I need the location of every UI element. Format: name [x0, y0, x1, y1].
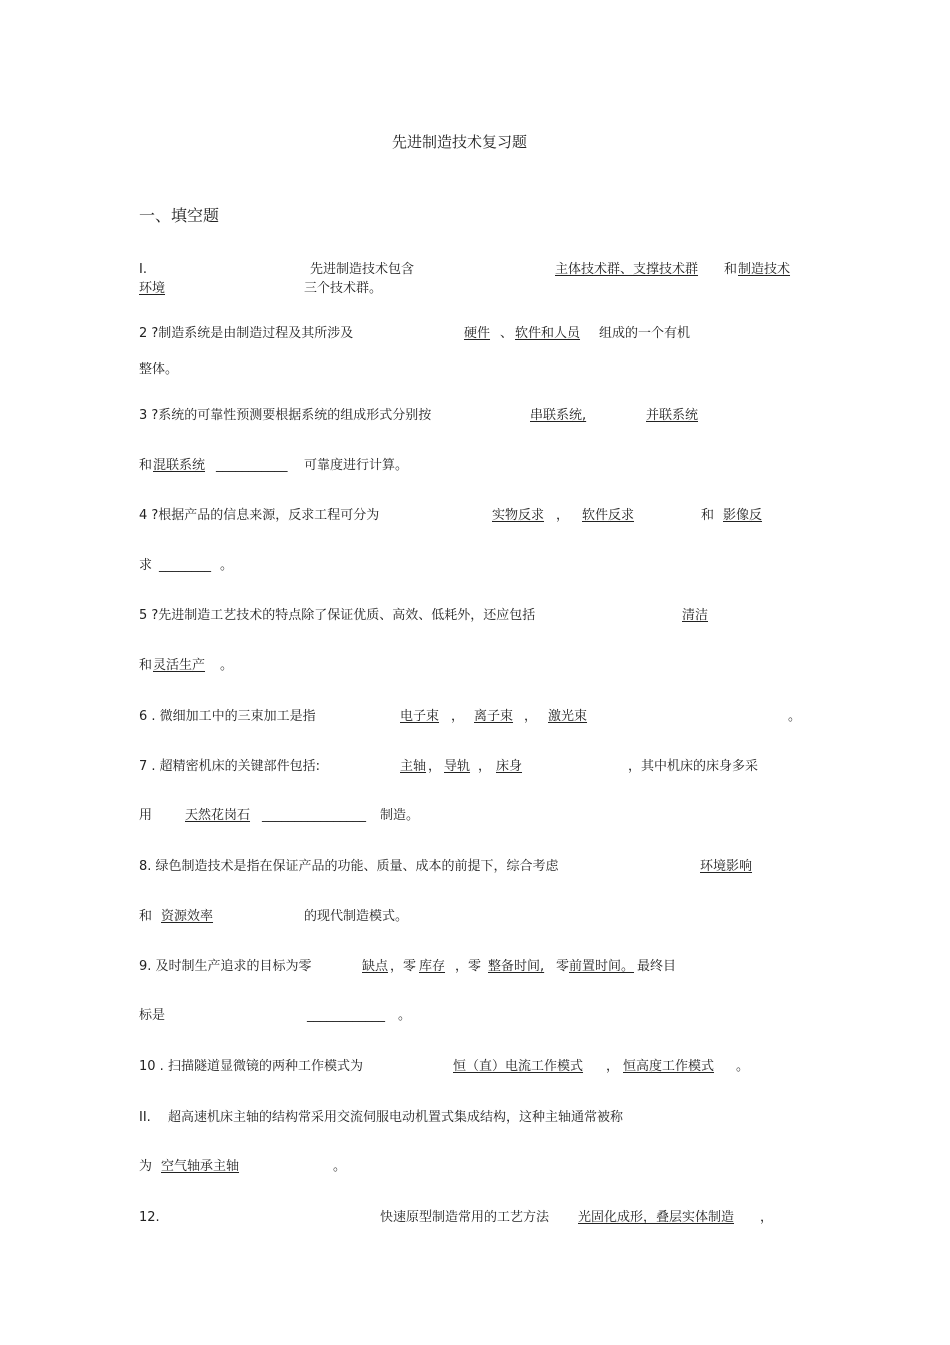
q1-answer-2: 制造技术 — [738, 262, 791, 277]
q4-end: 。 — [220, 558, 234, 573]
q9-blank: ____________ — [307, 1008, 385, 1023]
q7-comma-1: ， — [428, 759, 442, 774]
q6-comma-1: ， — [451, 709, 465, 724]
q4-answer-2: 软件反求 — [582, 508, 635, 523]
q11-answer-1: 空气轴承主轴 — [161, 1159, 240, 1174]
q7-answer-3: 床身 — [496, 759, 523, 774]
q10-answer-2: 恒高度工作模式 — [623, 1059, 715, 1074]
q9-sep-3: 零 — [556, 959, 570, 974]
q8-end: 的现代制造模式。 — [304, 909, 409, 924]
q6-end: 。 — [788, 709, 802, 724]
q5-answer-2: 灵活生产 — [153, 658, 206, 673]
q8-answer-1: 环境影响 — [700, 859, 753, 874]
q1-answer-2b: 环境 — [139, 281, 166, 296]
q11-number: II. — [139, 1110, 151, 1125]
q4-blank: ________ — [159, 558, 211, 573]
q10-end: 。 — [736, 1059, 750, 1074]
q11-end: 。 — [333, 1159, 347, 1174]
q8-pre: 和 — [139, 909, 153, 924]
q2-sep: 、 — [500, 326, 514, 341]
q3-answer-1: 串联系统, — [530, 408, 587, 423]
section-heading: 一、填空题 — [139, 206, 220, 225]
q5-pre: 和 — [139, 658, 153, 673]
q9-answer-1: 缺点 — [362, 959, 389, 974]
q7-start-2: 用 — [139, 808, 153, 823]
q12-text: 快速原型制造常用的工艺方法 — [380, 1210, 550, 1225]
q6-comma-2: ， — [524, 709, 538, 724]
q1-end: 三个技术群。 — [304, 281, 383, 296]
q10-text: 10 . 扫描隧道显微镜的两种工作模式为 — [139, 1059, 363, 1074]
q7-answer-1: 主轴 — [400, 759, 427, 774]
q9-start-2: 标是 — [139, 1008, 166, 1023]
q4-and: 和 — [701, 508, 715, 523]
q7-end-2: 制造。 — [380, 808, 420, 823]
q1-answer-1: 主体技术群、支撑技术群 — [555, 262, 699, 277]
q4-answer-3: 影像反 — [723, 508, 763, 523]
q9-end-2: 。 — [398, 1008, 412, 1023]
q5-text: 5 ?先进制造工艺技术的特点除了保证优质、高效、低耗外，还应包括 — [139, 608, 536, 623]
q9-answer-2: 库存 — [419, 959, 446, 974]
q2-answer-2: 软件和人员 — [515, 326, 581, 341]
q7-end: ，其中机床的床身多采 — [628, 759, 759, 774]
q9-sep-1: ，零 — [390, 959, 417, 974]
q6-answer-3: 激光束 — [548, 709, 588, 724]
q3-answer-2: 并联系统 — [646, 408, 699, 423]
q3-end: 可靠度进行计算。 — [304, 458, 409, 473]
q10-comma: ， — [606, 1059, 620, 1074]
q1-and: 和 — [724, 262, 738, 277]
q8-answer-2: 资源效率 — [161, 909, 214, 924]
q7-text: 7 . 超精密机床的关键部件包括: — [139, 759, 321, 774]
q2-text: 2 ?制造系统是由制造过程及其所涉及 — [139, 326, 354, 341]
q11-text: 超高速机床主轴的结构常采用交流伺服电动机置式集成结构，这种主轴通常被称 — [168, 1110, 624, 1125]
q7-blank: ________________ — [262, 808, 366, 823]
q8-text: 8. 绿色制造技术是指在保证产品的功能、质量、成本的前提下，综合考虑 — [139, 859, 559, 874]
q9-sep-2: ，零 — [455, 959, 482, 974]
q12-number: 12. — [139, 1210, 160, 1225]
q9-answer-3: 整备时间, — [488, 959, 545, 974]
q7-answer-2: 导轨 — [444, 759, 471, 774]
q11-start-2: 为 — [139, 1159, 153, 1174]
q4-comma: ， — [556, 508, 570, 523]
q12-end: ， — [760, 1210, 774, 1225]
q7-answer-4: 天然花岗石 — [185, 808, 251, 823]
q9-answer-4: 前置时间。 — [569, 959, 635, 974]
q3-blank: ___________ — [216, 458, 288, 473]
q3-answer-3: 混联系统 — [153, 458, 206, 473]
q2-end: 组成的一个有机 — [599, 326, 691, 341]
q10-answer-1: 恒（直）电流工作模式 — [453, 1059, 584, 1074]
q4-start-2: 求 — [139, 558, 153, 573]
q3-pre: 和 — [139, 458, 153, 473]
q3-text: 3 ?系统的可靠性预测要根据系统的组成形式分别按 — [139, 408, 432, 423]
q12-answer-1: 光固化成形，叠层实体制造 — [578, 1210, 735, 1225]
q2-end-2: 整体。 — [139, 362, 179, 377]
q6-answer-1: 电子束 — [400, 709, 440, 724]
q5-end: 。 — [220, 658, 234, 673]
q9-end: 最终目 — [637, 959, 677, 974]
q1-text: 先进制造技术包含 — [310, 262, 415, 277]
q6-answer-2: 离子束 — [474, 709, 514, 724]
q6-text: 6 . 微细加工中的三束加工是指 — [139, 709, 316, 724]
q4-answer-1: 实物反求 — [492, 508, 545, 523]
page-title: 先进制造技术复习题 — [392, 133, 528, 151]
q1-number: I. — [139, 262, 147, 277]
q7-comma-2: ， — [478, 759, 492, 774]
q9-text: 9. 及时制生产追求的目标为零 — [139, 959, 312, 974]
q2-answer-1: 硬件 — [464, 326, 491, 341]
q4-text: 4 ?根据产品的信息来源，反求工程可分为 — [139, 508, 380, 523]
q5-answer-1: 清洁 — [682, 608, 709, 623]
